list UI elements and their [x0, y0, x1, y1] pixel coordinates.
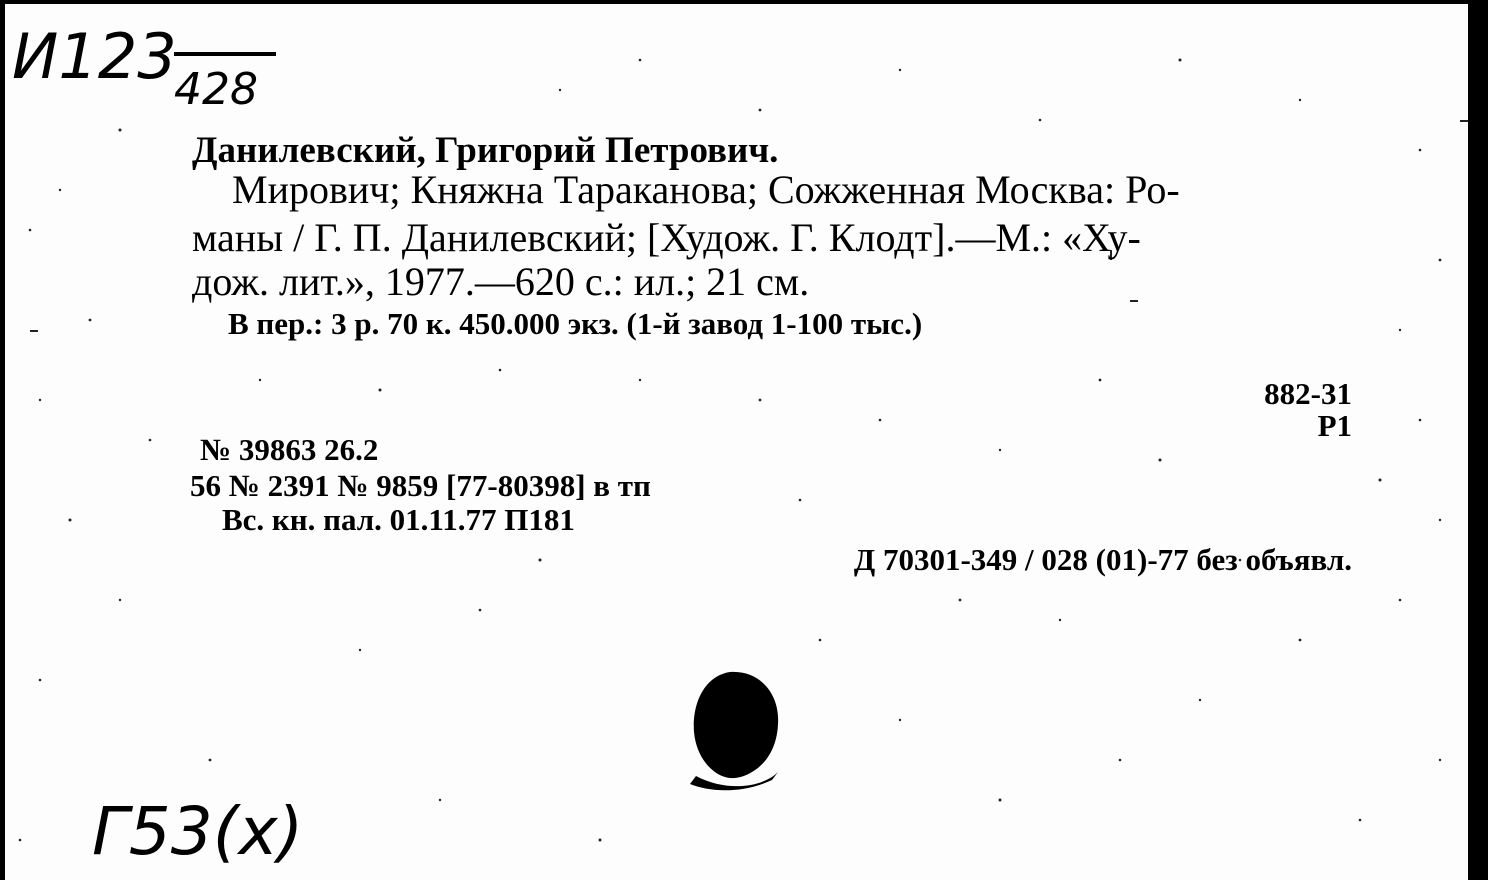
title-line-1: Мирович; Княжна Тараканова; Сожженная Москва: Ро- — [232, 167, 1180, 212]
author-heading: Данилевский, Григорий Петрович. — [192, 130, 779, 171]
publisher-index: Д 70301-349 / 028 (01)-77 без объявл. — [853, 542, 1352, 577]
svg-text:428: 428 — [174, 64, 258, 112]
svg-text:И123: И123 — [12, 20, 177, 93]
registration-line-2: 56 № 2391 № 9859 [77-80398] в тп — [190, 468, 651, 503]
title-line-3: дож. лит.», 1977.—620 с.: ил.; 21 см. — [192, 259, 810, 304]
svg-text:Г53(х): Г53(х) — [92, 793, 304, 870]
price-line: В пер.: 3 р. 70 к. 450.000 экз. (1-й завод 1-100 тыс.) — [228, 306, 923, 341]
punch-hole — [682, 668, 792, 808]
classification-code-1: 882-31 — [1264, 376, 1352, 411]
registration-line-3: Вс. кн. пал. 01.11.77 П181 — [222, 502, 575, 537]
handwritten-shelfmark — [8, 12, 298, 112]
classification-code-2: Р1 — [1317, 408, 1352, 443]
title-line-2: маны / Г. П. Данилевский; [Худож. Г. Клодт].—М.: «Ху- — [192, 215, 1141, 260]
handwritten-call-number — [88, 784, 348, 874]
registration-line-1: № 39863 26.2 — [200, 432, 379, 467]
